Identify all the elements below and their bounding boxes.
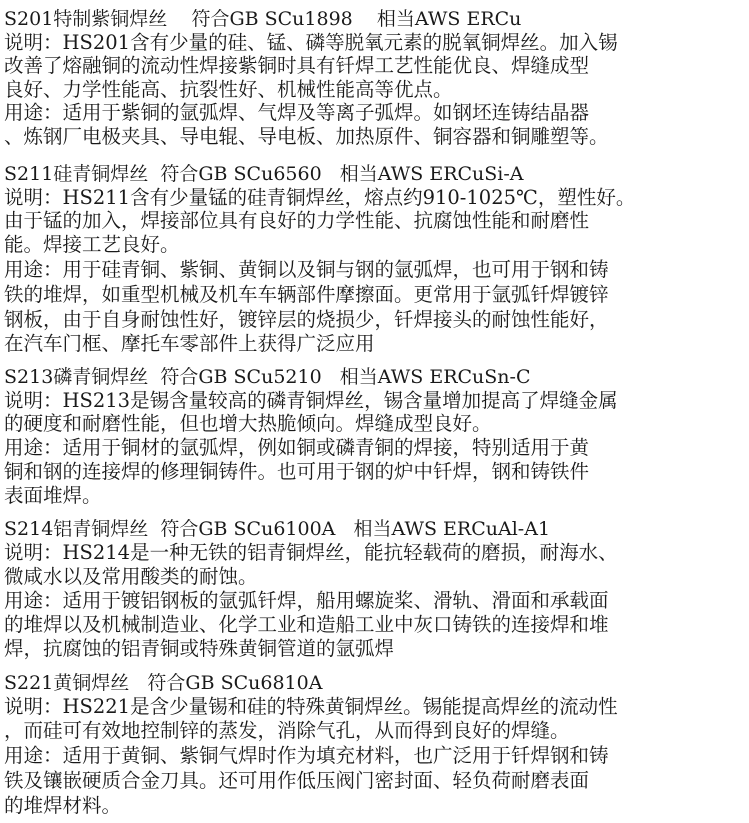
description-line: 能。焊接工艺良好。 [4, 233, 180, 256]
description-line: 由于锰的加入，焊接部位具有良好的力学性能、抗腐蚀性能和耐磨性 [4, 209, 590, 232]
usage-line: 铜和钢的连接焊的修理铜铸件。也可用于钢的炉中钎焊，钢和铸铁件 [4, 460, 590, 483]
usage-line: 钢板，由于自身耐蚀性好，镀锌层的烧损少，钎焊接头的耐蚀性能好， [4, 308, 609, 331]
description-line: 良好、力学性能高、抗裂性好、机械性能高等优点。 [4, 78, 453, 101]
description-line: 说明：HS221是含少量锡和硅的特殊黄铜焊丝。锡能提高焊丝的流动性 [4, 695, 618, 718]
description-line: 说明：HS201含有少量的硅、锰、磷等脱氧元素的脱氧铜焊丝。加入锡 [4, 31, 618, 54]
description-line: 说明：HS213是锡含量较高的磷青铜焊丝，锡含量增加提高了焊缝金属 [4, 389, 618, 412]
section-heading: S213磷青铜焊丝 符合GB SCu5210 相当AWS ERCuSn-C [4, 366, 531, 388]
usage-line: 用途：适用于紫铜的氩弧焊、气焊及等离子弧焊。如钢坯连铸结晶器 [4, 101, 590, 124]
description-line: 微咸水以及常用酸类的耐蚀。 [4, 565, 258, 588]
usage-line: 铁及镶嵌硬质合金刀具。还可用作低压阀门密封面、轻负荷耐磨表面 [4, 769, 590, 792]
usage-line: 用途：适用于黄铜、紫铜气焊时作为填充材料，也广泛用于钎焊钢和铸 [4, 744, 609, 767]
description-line: 说明：HS211含有少量锰的硅青铜焊丝，熔点约910-1025℃，塑性好。 [4, 186, 636, 209]
usage-line: 表面堆焊。 [4, 484, 102, 507]
section-heading: S221黄铜焊丝 符合GB SCu6810A [4, 672, 323, 694]
description-line: ，而硅可有效地控制锌的蒸发，消除气孔，从而得到良好的焊缝。 [4, 719, 570, 742]
usage-line: 在汽车门框、摩托车零部件上获得广泛应用 [4, 332, 375, 355]
description-line: 说明：HS214是一种无铁的铝青铜焊丝，能抗轻载荷的磨损，耐海水、 [4, 541, 618, 564]
usage-line: 用途：适用于铜材的氩弧焊，例如铜或磷青铜的焊接，特别适用于黄 [4, 436, 590, 459]
description-line: 的硬度和耐磨性能，但也增大热脆倾向。焊缝成型良好。 [4, 412, 492, 435]
usage-line: 铁的堆焊，如重型机械及机车车辆部件摩擦面。更常用于氩弧钎焊镀锌 [4, 283, 609, 306]
usage-line: 、炼钢厂电极夹具、导电辊、导电板、加热原件、铜容器和铜雕塑等。 [4, 125, 609, 148]
usage-line: 用途：用于硅青铜、紫铜、黄铜以及铜与钢的氩弧焊，也可用于钢和铸 [4, 258, 609, 281]
section-heading: S211硅青铜焊丝 符合GB SCu6560 相当AWS ERCuSi-A [4, 163, 524, 185]
usage-line: 的堆焊材料。 [4, 794, 122, 817]
description-line: 改善了熔融铜的流动性焊接紫铜时具有钎焊工艺性能优良、焊缝成型 [4, 54, 590, 77]
usage-line: 的堆焊以及机械制造业、化学工业和造船工业中灰口铸铁的连接焊和堆 [4, 613, 609, 636]
section-heading: S214铝青铜焊丝 符合GB SCu6100A 相当AWS ERCuAl-A1 [4, 518, 551, 540]
usage-line: 用途：适用于镀铝钢板的氩弧钎焊，船用螺旋桨、滑轨、滑面和承载面 [4, 589, 609, 612]
section-heading: S201特制紫铜焊丝 符合GB SCu1898 相当AWS ERCu [4, 8, 522, 30]
usage-line: 焊，抗腐蚀的铝青铜或特殊黄铜管道的氩弧焊 [4, 637, 395, 660]
